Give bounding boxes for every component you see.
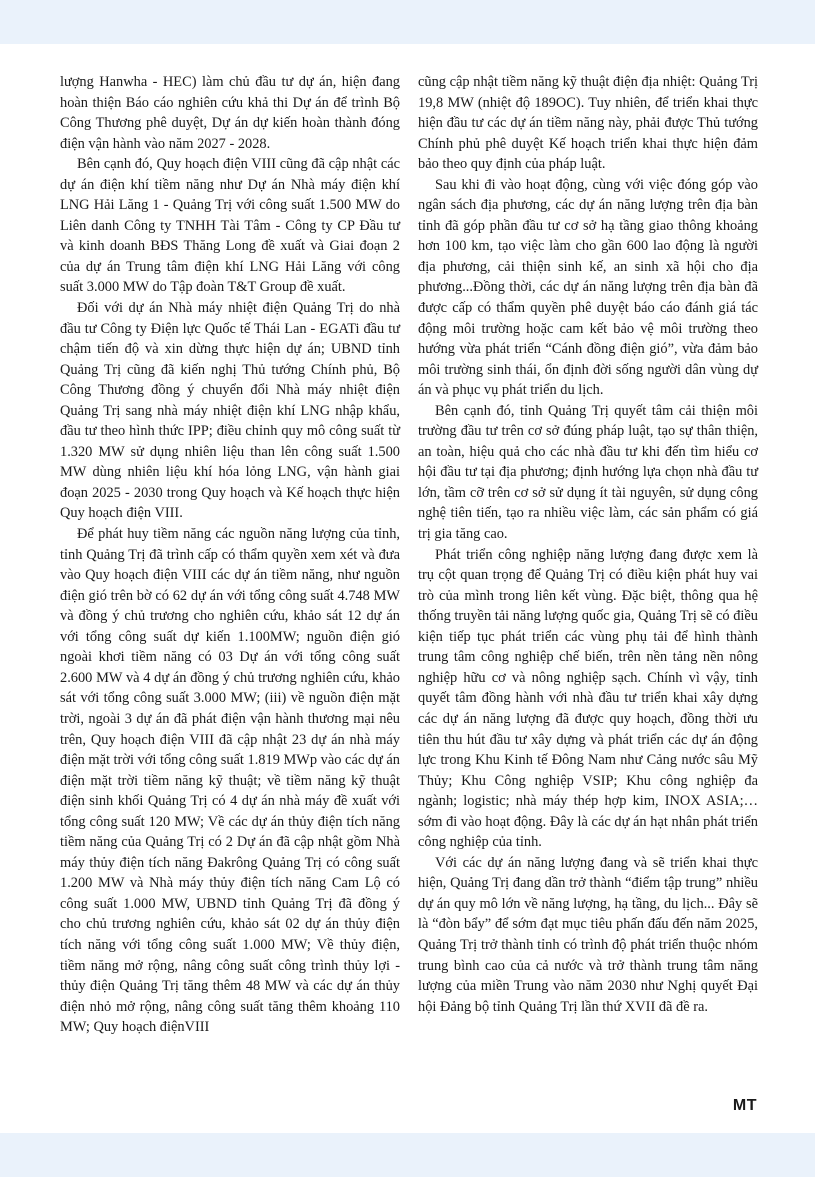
paragraph: Để phát huy tiềm năng các nguồn năng lượng của tỉnh, tỉnh Quảng Trị đã trình cấp có thẩm quyền xem xét và đưa vào Quy hoạch điện VIII các dự án tiềm năng, như nguồn điện gió trên bờ có 62 dự án với tổng công suất 4.748 MW và đồng ý chủ trương cho nghiên cứu, khảo sát 12 dự án với tổng công suất dự kiến 1.100MW; nguồn điện gió ngoài khơi tiềm năng có 03 Dự án với tổng công suất 2.600 MW và 4 dự án đồng ý chủ trương nghiên cứu, khảo sát với tổng công suất 3.000 MW; (iii) về nguồn điện mặt trời, ngoài 3 dự án đã phát điện vận hành thương mại nêu trên, Quy hoạch điện VIII đã cập nhật 23 dự án nhà máy điện mặt trời với tổng công suất 1.819 MWp vào các dự án điện mặt trời tiềm năng kỹ thuật; về tiềm năng kỹ thuật điện sinh khối Quảng Trị có 4 dự án nhà máy đề xuất với tổng công suất 120 MW; Về các dự án thủy điện tích năng tiềm năng của Quảng Trị có 2 Dự án đã cập nhật gồm Nhà máy thủy điện tích năng Đakrông Quảng Trị có công suất 1.200 MW và Nhà máy thủy điện tích năng Cam Lộ có công suất 1.000 MW, UBND tỉnh Quảng Trị đã đồng ý cho chủ trương nghiên cứu, khảo sát 02 dự án thủy điện tích năng với tổng công suất 1.000 MW; Về thủy điện, tiềm năng mở rộng, nâng công suất công trình thủy lợi - thủy điện Quảng Trị tăng thêm 48 MW và các dự án thủy điện nhỏ mở rộng, nâng công suất tăng thêm khoảng 110 MW; Quy hoạch điệnVIII (60, 526, 400, 1036)
paragraph: cũng cập nhật tiềm năng kỹ thuật điện địa nhiệt: Quảng Trị 19,8 MW (nhiệt độ 189OC). Tuy nhiên, để triển khai thực hiện đầu tư các dự án tiềm năng này, phải được Thủ tướng Chính phủ phê duyệt Kế hoạch triển khai thực hiện đảm bảo theo quy định của pháp luật. (418, 74, 758, 173)
paragraph: Đối với dự án Nhà máy nhiệt điện Quảng Trị do nhà đầu tư Công ty Điện lực Quốc tế Thái Lan - EGATi đầu tư chậm tiến độ và xin dừng thực hiện dự án; UBND tỉnh Quảng Trị cũng đã kiến nghị Thủ tướng Chính phủ, Bộ Công Thương đồng ý chuyển đổi Nhà máy nhiệt điện Quảng Trị sang nhà máy nhiệt điện khí LNG nhập khẩu, đầu tư theo hình thức IPP; điều chỉnh quy mô công suất từ 1.320 MW sử dụng nhiên liệu than lên công suất 1.500 MW dùng nhiên liệu khí hóa lỏng LNG, vận hành giai đoạn 2025 - 2030 trong Quy hoạch và Kế hoạch thực hiện Quy hoạch điện VIII. (60, 300, 400, 522)
paragraph: Sau khi đi vào hoạt động, cùng với việc đóng góp vào ngân sách địa phương, các dự án năng lượng trên địa bàn tỉnh đã góp phần đầu tư cơ sở hạ tầng giao thông khoảng hơn 100 km, tạo việc làm cho gần 600 lao động là người địa phương, cải thiện sinh kế, an sinh xã hội cho địa phương...Đồng thời, các dự án năng lượng trên địa bàn đã được cấp có thẩm quyền phê duyệt báo cáo đánh giá tác động môi trường hoặc cam kết bảo vệ môi trường theo hướng vừa phát triển “Cánh đồng điện gió”, vừa đảm bảo môi trường sinh thái, ổn định đời sống người dân vùng dự án và phục vụ phát triển du lịch. (418, 176, 758, 399)
paragraph: Bên cạnh đó, Quy hoạch điện VIII cũng đã cập nhật các dự án điện khí tiềm năng như Dự án Nhà máy điện khí LNG Hải Lăng 1 - Quảng Trị với công suất 1.500 MW do Liên danh Công ty TNHH Tài Tâm - Công ty CP Đầu tư và kinh doanh BĐS Thăng Long đề xuất và Giai đoạn 2 của dự án Trung tâm điện khí LNG Hải Lăng với công suất 3.000 MW do Tập đoàn T&T Group đề xuất. (60, 156, 400, 296)
paragraph: Bên cạnh đó, tỉnh Quảng Trị quyết tâm cải thiện môi trường đầu tư trên cơ sở đúng pháp luật, tạo sự thân thiện, an toàn, hiệu quả cho các nhà đầu tư khi đến tìm hiểu cơ hội đầu tư tại địa phương; định hướng lựa chọn nhà đầu tư lớn, tầm cỡ trên cơ sở sử dụng ít tài nguyên, sử dụng công nghệ tiên tiến, tạo ra nhiều việc làm, các sản phẩm có giá trị gia tăng cao. (418, 402, 758, 543)
top-band (0, 0, 815, 44)
paragraph: Với các dự án năng lượng đang và sẽ triển khai thực hiện, Quảng Trị đang dần trở thành “điểm tập trung” nhiều dự án quy mô lớn về năng lượng, hạ tầng, du lịch... Đây sẽ là “đòn bẩy” để sớm đạt mục tiêu phấn đấu đến năm 2025, Quảng Trị trở thành tỉnh có trình độ phát triển thuộc nhóm trung bình cao của cả nước và trở thành trung tâm năng lượng của miền Trung vào năm 2030 như Nghị quyết Đại hội Đảng bộ tỉnh Quảng Trị lần thứ XVII đã đề ra. (418, 854, 758, 1015)
author-signature: MT (732, 1097, 757, 1114)
paragraph: lượng Hanwha - HEC) làm chủ đầu tư dự án, hiện đang hoàn thiện Báo cáo nghiên cứu khả thi Dự án để trình Bộ Công Thương phê duyệt, Dự án dự kiến hoàn thành đóng điện vận hành vào năm 2027 - 2028. (60, 74, 400, 152)
paragraph: Phát triển công nghiệp năng lượng đang được xem là trụ cột quan trọng để Quảng Trị có điều kiện phát huy vai trò của mình trong liên kết vùng. Đặc biệt, thông qua hệ thống truyền tải năng lượng quốc gia, Quảng Trị sẽ có điều kiện tiếp tục phát triển các vùng phụ tải để hình thành trung tâm công nghiệp chế biến, trên nền tảng nền nông nghiệp hữu cơ và nông nghiệp sạch. Chính vì vậy, tỉnh quyết tâm đồng hành với nhà đầu tư triển khai xây dựng các dự án năng lượng đã được quy hoạch, đồng thời ưu tiên thu hút đầu tư xây dựng và phát triển các dự án động lực trong Khu Kinh tế Đông Nam như Cảng nước sâu Mỹ Thủy; Khu Công nghiệp VSIP; Khu công nghiệp đa ngành; logistic; nhà máy thép hợp kim, INOX ASIA;…sớm đi vào hoạt động. Đây là các dự án hạt nhân phát triển công nghiệp của tỉnh. (418, 546, 758, 851)
bottom-band (0, 1133, 815, 1177)
right-column (418, 72, 758, 1017)
left-column (60, 72, 400, 1038)
